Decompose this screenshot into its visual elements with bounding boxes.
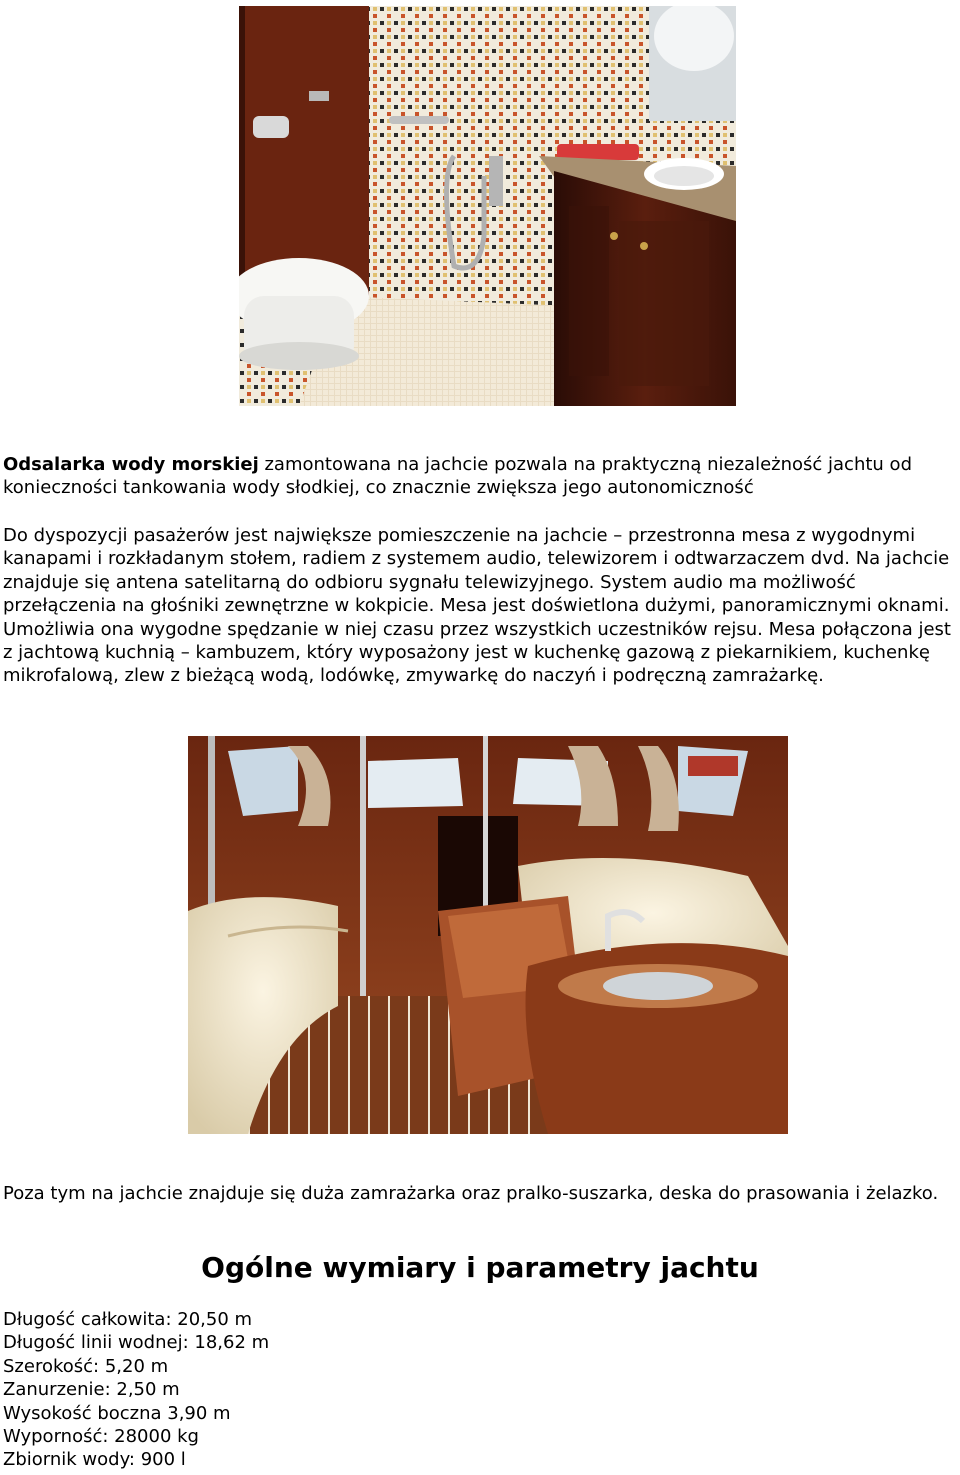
spec-side-height: Wysokość boczna 3,90 m <box>3 1402 231 1424</box>
watermaker-text: zamontowana na jachcie pozwala na praktyczną niezależność jachtu od konieczności tankowania wody słodkiej, co znacznie zwiększa jego autonomiczność <box>3 454 912 499</box>
watermaker-term: Odsalarka wody morskiej <box>3 454 259 475</box>
spec-displacement: Wyporność: 28000 kg <box>3 1426 199 1448</box>
extras-paragraph: Poza tym na jachcie znajduje się duża zamrażarka oraz pralko-suszarka, deska do prasowania i żelazko. <box>3 1183 939 1204</box>
section-heading: Ogólne wymiary i parametry jachtu <box>201 1251 759 1284</box>
spec-length-overall: Długość całkowita: 20,50 m <box>3 1309 253 1330</box>
mesa-galley-photo <box>188 736 788 1134</box>
bathroom-photo <box>239 6 736 406</box>
mesa-paragraph: Do dyspozycji pasażerów jest największe pomieszczenie na jachcie – przestronna mesa z wygodnymi kanapami i rozkładanym stołem, radiem z systemem audio, telewizorem i odtwarzaczem dvd. Na jachcie znajduje się antena satelitarną do odbioru sygnału telewizyjnego. System audio ma możliwość przełączenia na głośniki zewnętrzne w kokpicie. Mesa jest doświetlona dużymi, panoramicznymi oknami. Umożliwia ona wygodne spędzanie w niej czasu przez wszystkich uczestników rejsu. Mesa połączona jest z jachtową kuchnią – kambuzem, który wyposażony jest w kuchenkę gazową z piekarnikiem, kuchenkę mikrofalową, zlew z bieżącą wodą, lodówkę, zmywarkę do naczyń i podręczną zamrażarkę. <box>3 525 951 687</box>
spec-draft: Zanurzenie: 2,50 m <box>3 1379 180 1401</box>
watermaker-paragraph <box>3 453 960 500</box>
specs-list <box>3 1308 269 1472</box>
spec-beam: Szerokość: 5,20 m <box>3 1355 169 1377</box>
spec-water-tank: Zbiornik wody: 900 l <box>3 1449 186 1471</box>
spec-waterline-length: Długość linii wodnej: 18,62 m <box>3 1332 270 1354</box>
